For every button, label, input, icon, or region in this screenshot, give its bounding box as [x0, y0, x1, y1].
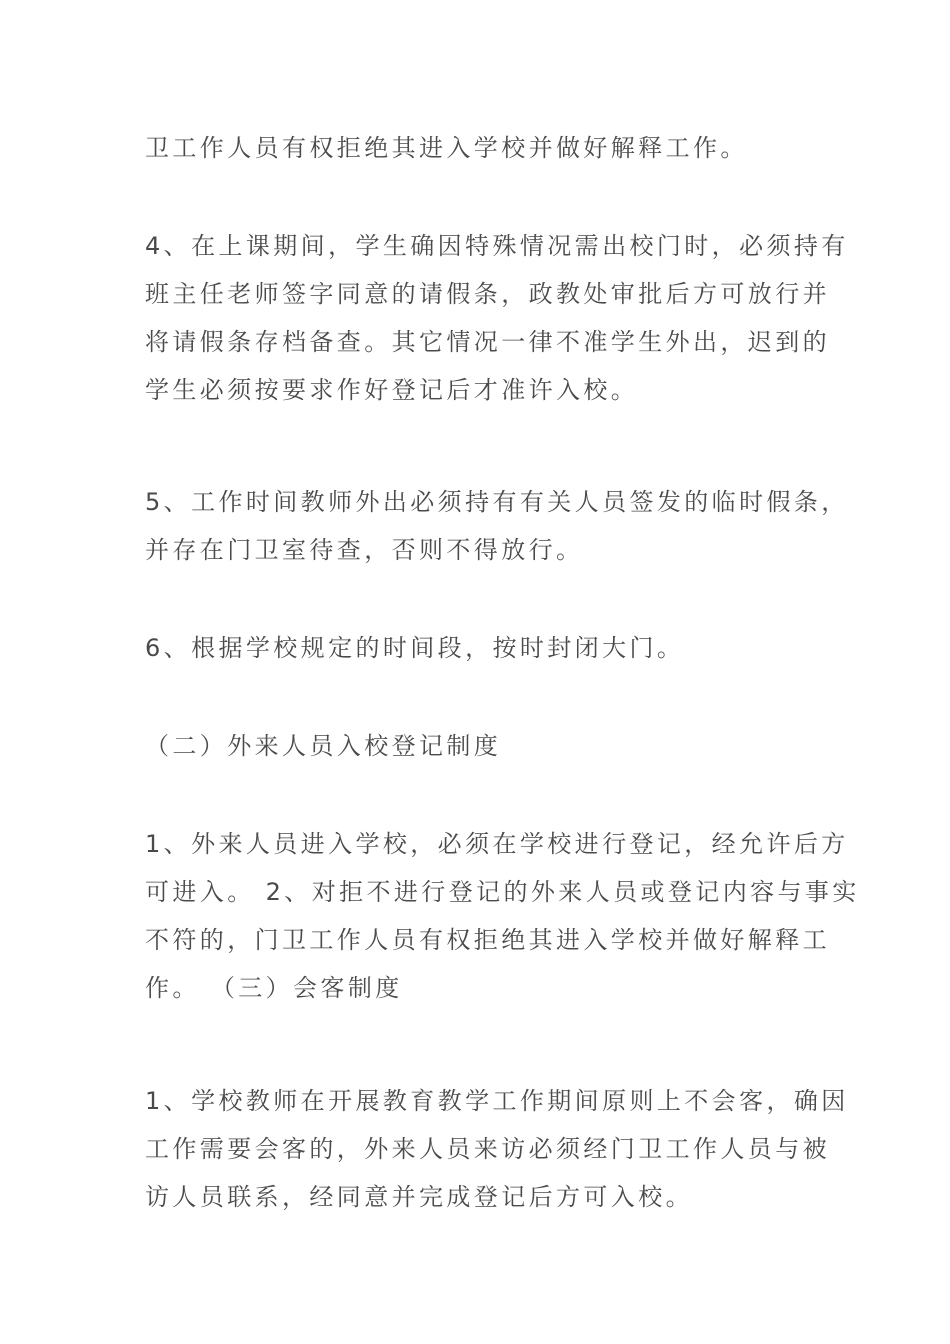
paragraph-rule-5 — [145, 478, 849, 574]
text-line: （二）外来人员入校登记制度 — [145, 732, 502, 760]
paragraph-reception-rules — [145, 1077, 849, 1221]
paragraph-rule-6 — [145, 624, 825, 672]
paragraph-rule-4 — [145, 222, 849, 414]
text-line: 学生必须按要求作好登记后才准许入校。 — [145, 376, 639, 404]
text-line: 不符的，门卫工作人员有权拒绝其进入学校并做好解释工 — [145, 926, 830, 954]
text-line: 工作需要会客的，外来人员来访必须经门卫工作人员与被 — [145, 1135, 830, 1163]
text-line: 卫工作人员有权拒绝其进入学校并做好解释工作。 — [145, 134, 748, 162]
text-line: 6、根据学校规定的时间段，按时封闭大门。 — [145, 634, 685, 662]
text-line: 1、外来人员进入学校，必须在学校进行登记，经允许后方 — [145, 830, 849, 858]
text-line: 将请假条存档备查。其它情况一律不准学生外出，迟到的 — [145, 328, 830, 356]
paragraph-visitor-rules — [145, 820, 860, 1012]
text-line: 5、工作时间教师外出必须持有有关人员签发的临时假条， — [145, 488, 849, 516]
text-line: 作。 （三）会客制度 — [145, 974, 403, 1002]
text-line: 班主任老师签字同意的请假条，政教处审批后方可放行并 — [145, 280, 830, 308]
text-line: 4、在上课期间，学生确因特殊情况需出校门时，必须持有 — [145, 232, 849, 260]
text-line: 并存在门卫室待查，否则不得放行。 — [145, 536, 584, 564]
paragraph-gate-duty-continued — [145, 124, 825, 172]
text-line: 可进入。 2、对拒不进行登记的外来人员或登记内容与事实 — [145, 878, 860, 906]
text-line: 访人员联系，经同意并完成登记后方可入校。 — [145, 1183, 693, 1211]
section-heading-visitor-registration — [145, 722, 825, 770]
text-line: 1、学校教师在开展教育教学工作期间原则上不会客，确因 — [145, 1087, 849, 1115]
